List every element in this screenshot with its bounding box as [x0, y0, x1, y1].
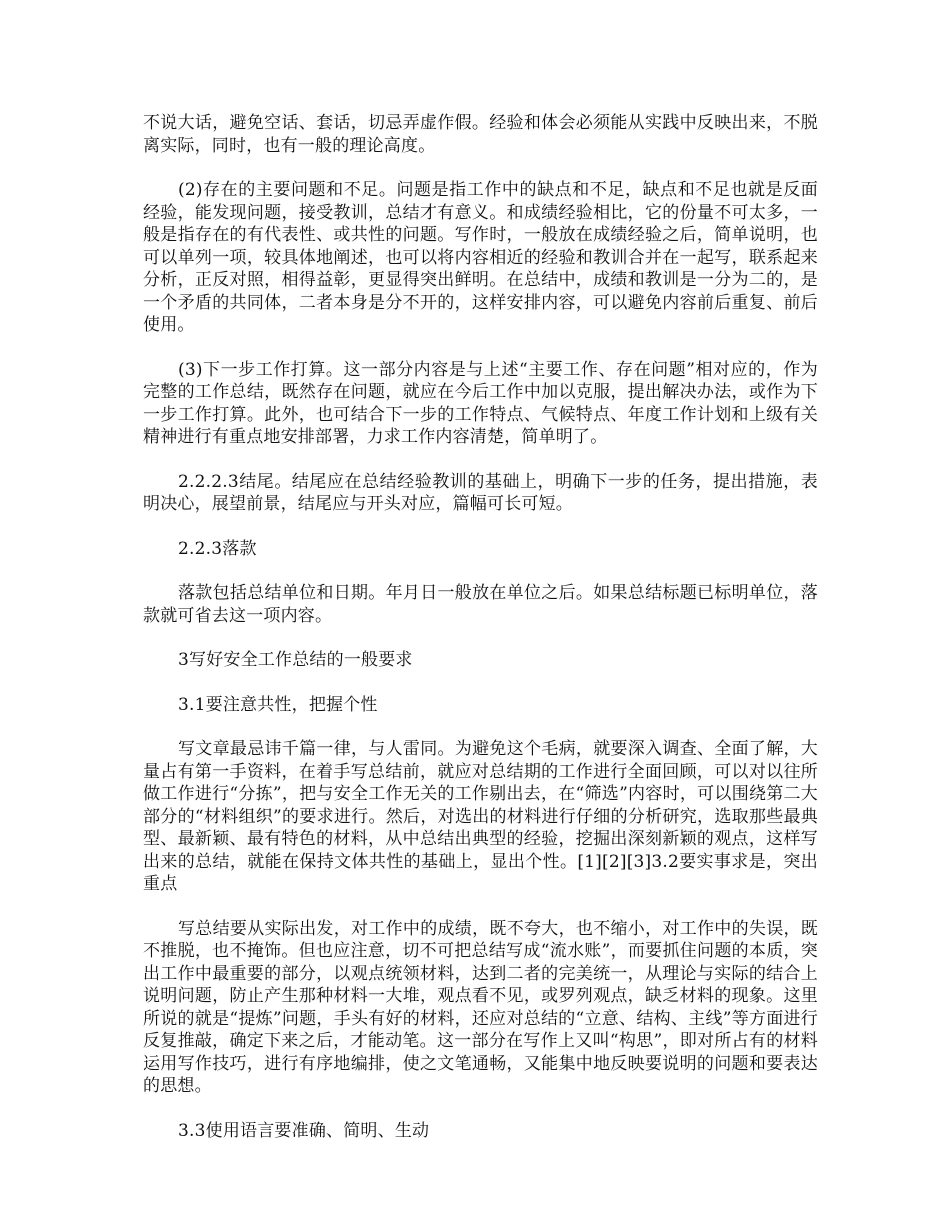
document-body: [143, 112, 818, 1164]
paragraph-next-plan: (3)下一步工作打算。这一部分内容是与上述“主要工作、存在问题”相对应的，作为完整的工作总结，既然存在问题，就应在今后工作中加以克服，提出解决办法，或作为下一步工作打算。此外，也可结合下一步的工作特点、气候特点、年度工作计划和上级有关精神进行有重点地安排部署，力求工作内容清楚，简单明了。: [143, 359, 818, 447]
subsection-heading-language: 3.3使用语言要准确、简明、生动: [178, 1120, 430, 1141]
paragraph-signature: 落款包括总结单位和日期。年月日一般放在单位之后。如果总结标题已标明单位，落款就可省去这一项内容。: [143, 583, 818, 626]
paragraph-continuation: 不说大话，避免空话、套话，切忌弄虚作假。经验和体会必须能从实践中反映出来，不脱离实际，同时，也有一般的理论高度。: [143, 113, 818, 156]
paragraph-problems: (2)存在的主要问题和不足。问题是指工作中的缺点和不足，缺点和不足也就是反面经验，能发现问题，接受教训，总结才有意义。和成绩经验相比，它的份量不可太多，一般是指存在的有代表性、或共性的问题。写作时，一般放在成绩经验之后，简单说明，也可以单列一项，较具体地阐述，也可以将内容相近的经验和教训合并在一起写，联系起来分析，正反对照，相得益彰，更显得突出鲜明。在总结中，成绩和教训是一分为二的，是一个矛盾的共同体，二者本身是分不开的，这样安排内容，可以避免内容前后重复、前后使用。: [143, 180, 818, 335]
paragraph-ending: 2.2.2.3结尾。结尾应在总结经验教训的基础上，明确下一步的任务，提出措施，表明决心，展望前景，结尾应与开头对应，篇幅可长可短。: [143, 471, 818, 514]
paragraph-facts: 写总结要从实际出发，对工作中的成绩，既不夸大，也不缩小，对工作中的失误，既不推脱，也不掩饰。但也应注意，切不可把总结写成“流水账”，而要抓住问题的本质，突出工作中最重要的部分，以观点统领材料，达到二者的完美统一，从理论与实际的结合上说明问题，防止产生那种材料一大堆，观点看不见，或罗列观点，缺乏材料的现象。这里所说的就是“提炼”问题，手头有好的材料，还应对总结的“立意、结构、主线”等方面进行反复推敲，确定下来之后，才能动笔。这一部分在写作上又叫“构思”，即对所占有的材料运用写作技巧，进行有序地编排，使之文笔通畅，又能集中地反映要说明的问题和要表达的思想。: [143, 918, 818, 1096]
section-heading-signature: 2.2.3落款: [178, 538, 257, 559]
subsection-heading-commonality: 3.1要注意共性，把握个性: [178, 694, 378, 715]
section-heading-requirements: 3写好安全工作总结的一般要求: [178, 650, 413, 670]
paragraph-commonality: 写文章最忌讳千篇一律，与人雷同。为避免这个毛病，就要深入调查、全面了解，大量占有第一手资料，在着手写总结前，就应对总结期的工作进行全面回顾，可以对以往所做工作进行“分拣”，把与安全工作无关的工作剔出去，在“筛选”内容时，可以围绕第二大部分的“材料组织”的要求进行。然后，对选出的材料进行仔细的分析研究，选取那些最典型、最新颖、最有特色的材料，从中总结出典型的经验，挖掘出深刻新颖的观点，这样写出来的总结，就能在保持文体共性的基础上，显出个性。[1][2][3]3.2要实事求是，突出重点: [143, 739, 818, 894]
